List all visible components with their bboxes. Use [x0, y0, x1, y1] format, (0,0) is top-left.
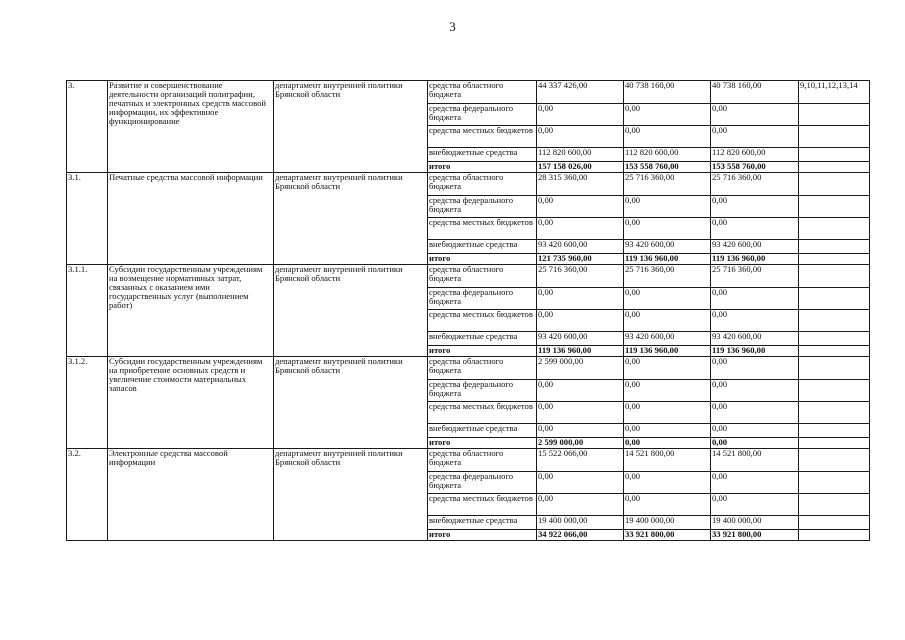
amount-cell: 0,00 — [711, 288, 799, 310]
amount-cell: 119 136 960,00 — [537, 346, 624, 357]
amount-cell: 44 337 426,00 — [537, 81, 624, 104]
amount-cell: 0,00 — [537, 424, 624, 438]
indicator-cell-empty — [799, 424, 870, 438]
amount-cell: 0,00 — [711, 104, 799, 126]
funding-source: средства областного бюджета — [428, 449, 537, 472]
funding-source: итого — [428, 254, 537, 265]
indicator-cell-empty — [799, 148, 870, 162]
funding-source: средства федерального бюджета — [428, 288, 537, 310]
section-dept: департамент внутренней политики Брянской области — [274, 265, 428, 357]
amount-cell: 0,00 — [711, 218, 799, 240]
section-dept: департамент внутренней политики Брянской области — [274, 81, 428, 173]
amount-cell: 0,00 — [711, 310, 799, 332]
funding-source: внебюджетные средства — [428, 516, 537, 530]
funding-source: средства местных бюджетов — [428, 126, 537, 148]
table-row — [67, 357, 870, 380]
funding-source: внебюджетные средства — [428, 424, 537, 438]
indicator-cell-empty — [799, 402, 870, 424]
section-title: Электронные средства массовой информации — [108, 449, 274, 541]
amount-cell: 119 136 960,00 — [711, 346, 799, 357]
section-title: Субсидии государственным учреждениям на возмещение нормативных затрат, связанных с оказанием ими государственных услуг (выполнением работ) — [108, 265, 274, 357]
indicator-cell-empty — [799, 104, 870, 126]
amount-cell: 0,00 — [711, 196, 799, 218]
indicator-cell-empty — [799, 380, 870, 402]
amount-cell: 0,00 — [711, 380, 799, 402]
amount-cell: 40 738 160,00 — [711, 81, 799, 104]
amount-cell: 2 599 000,00 — [537, 357, 624, 380]
indicator-cell-empty — [799, 332, 870, 346]
section-dept: департамент внутренней политики Брянской области — [274, 173, 428, 265]
funding-source: внебюджетные средства — [428, 332, 537, 346]
amount-cell: 0,00 — [711, 424, 799, 438]
amount-cell: 25 716 360,00 — [711, 173, 799, 196]
amount-cell: 14 521 800,00 — [711, 449, 799, 472]
amount-cell: 0,00 — [624, 438, 711, 449]
indicator-cell-empty — [799, 494, 870, 516]
section-title: Печатные средства массовой информации — [108, 173, 274, 265]
indicator-cell-empty — [799, 288, 870, 310]
amount-cell: 0,00 — [537, 288, 624, 310]
amount-cell: 0,00 — [711, 438, 799, 449]
amount-cell: 0,00 — [711, 494, 799, 516]
amount-cell: 119 136 960,00 — [711, 254, 799, 265]
funding-source: средства областного бюджета — [428, 81, 537, 104]
funding-source: итого — [428, 530, 537, 541]
funding-source: средства местных бюджетов — [428, 402, 537, 424]
amount-cell: 119 136 960,00 — [624, 254, 711, 265]
amount-cell: 19 400 000,00 — [624, 516, 711, 530]
amount-cell: 153 558 760,00 — [624, 162, 711, 173]
amount-cell: 0,00 — [711, 126, 799, 148]
amount-cell: 157 158 026,00 — [537, 162, 624, 173]
amount-cell: 0,00 — [624, 357, 711, 380]
amount-cell: 14 521 800,00 — [624, 449, 711, 472]
funding-source: средства областного бюджета — [428, 357, 537, 380]
amount-cell: 0,00 — [537, 494, 624, 516]
amount-cell: 25 716 360,00 — [624, 265, 711, 288]
funding-source: внебюджетные средства — [428, 240, 537, 254]
funding-source: средства местных бюджетов — [428, 494, 537, 516]
indicator-numbers: 9,10,11,12,13,14 — [799, 81, 870, 104]
indicator-numbers — [799, 173, 870, 196]
amount-cell: 0,00 — [624, 424, 711, 438]
amount-cell: 0,00 — [711, 402, 799, 424]
amount-cell: 34 922 066,00 — [537, 530, 624, 541]
section-num: 3.1. — [67, 173, 108, 265]
funding-source: итого — [428, 346, 537, 357]
amount-cell: 93 420 600,00 — [711, 332, 799, 346]
amount-cell: 0,00 — [537, 402, 624, 424]
indicator-cell-empty — [799, 438, 870, 449]
amount-cell: 93 420 600,00 — [537, 240, 624, 254]
amount-cell: 0,00 — [624, 310, 711, 332]
section-title: Развитие и совершенствование деятельности организаций полиграфии, печатных и электронных средств массовой информации, их эффективное функционирование — [108, 81, 274, 173]
amount-cell: 0,00 — [537, 196, 624, 218]
amount-cell: 0,00 — [537, 472, 624, 494]
funding-source: внебюджетные средства — [428, 148, 537, 162]
funding-source: средства областного бюджета — [428, 173, 537, 196]
funding-source: средства областного бюджета — [428, 265, 537, 288]
amount-cell: 19 400 000,00 — [537, 516, 624, 530]
table-row — [67, 81, 870, 104]
amount-cell: 0,00 — [711, 472, 799, 494]
funding-source: итого — [428, 162, 537, 173]
indicator-cell-empty — [799, 240, 870, 254]
amount-cell: 25 716 360,00 — [624, 173, 711, 196]
amount-cell: 0,00 — [711, 357, 799, 380]
section-num: 3.1.2. — [67, 357, 108, 449]
amount-cell: 15 522 066,00 — [537, 449, 624, 472]
amount-cell: 93 420 600,00 — [537, 332, 624, 346]
indicator-cell-empty — [799, 254, 870, 265]
indicator-numbers — [799, 449, 870, 472]
amount-cell: 25 716 360,00 — [537, 265, 624, 288]
section-dept: департамент внутренней политики Брянской области — [274, 357, 428, 449]
section-title: Субсидии государственным учреждениям на приобретение основных средств и увеличение стоимости материальных запасов — [108, 357, 274, 449]
table-row — [67, 173, 870, 196]
indicator-cell-empty — [799, 310, 870, 332]
amount-cell: 0,00 — [537, 104, 624, 126]
amount-cell: 25 716 360,00 — [711, 265, 799, 288]
amount-cell: 153 558 760,00 — [711, 162, 799, 173]
amount-cell: 33 921 800,00 — [624, 530, 711, 541]
funding-source: средства федерального бюджета — [428, 196, 537, 218]
amount-cell: 0,00 — [624, 494, 711, 516]
table-row — [67, 449, 870, 472]
amount-cell: 0,00 — [537, 218, 624, 240]
page-number: 3 — [449, 19, 456, 34]
funding-source: средства федерального бюджета — [428, 104, 537, 126]
indicator-cell-empty — [799, 162, 870, 173]
amount-cell: 0,00 — [624, 196, 711, 218]
section-dept: департамент внутренней политики Брянской области — [274, 449, 428, 541]
indicator-cell-empty — [799, 516, 870, 530]
indicator-cell-empty — [799, 530, 870, 541]
amount-cell: 33 921 800,00 — [711, 530, 799, 541]
indicator-numbers — [799, 357, 870, 380]
amount-cell: 0,00 — [624, 126, 711, 148]
amount-cell: 2 599 000,00 — [537, 438, 624, 449]
funding-source: средства федерального бюджета — [428, 472, 537, 494]
funding-source: итого — [428, 438, 537, 449]
amount-cell: 0,00 — [537, 310, 624, 332]
funding-source: средства федерального бюджета — [428, 380, 537, 402]
indicator-cell-empty — [799, 126, 870, 148]
amount-cell: 93 420 600,00 — [624, 332, 711, 346]
indicator-cell-empty — [799, 218, 870, 240]
amount-cell: 0,00 — [624, 472, 711, 494]
amount-cell: 28 315 360,00 — [537, 173, 624, 196]
section-num: 3.2. — [67, 449, 108, 541]
amount-cell: 112 820 600,00 — [711, 148, 799, 162]
section-num: 3.1.1. — [67, 265, 108, 357]
amount-cell: 0,00 — [624, 402, 711, 424]
budget-table — [66, 80, 870, 541]
funding-source: средства местных бюджетов — [428, 218, 537, 240]
section-num: 3. — [67, 81, 108, 173]
amount-cell: 0,00 — [624, 218, 711, 240]
amount-cell: 0,00 — [537, 380, 624, 402]
amount-cell: 93 420 600,00 — [624, 240, 711, 254]
amount-cell: 121 735 960,00 — [537, 254, 624, 265]
amount-cell: 112 820 600,00 — [537, 148, 624, 162]
indicator-cell-empty — [799, 196, 870, 218]
indicator-cell-empty — [799, 346, 870, 357]
amount-cell: 0,00 — [624, 104, 711, 126]
amount-cell: 19 400 000,00 — [711, 516, 799, 530]
indicator-cell-empty — [799, 472, 870, 494]
amount-cell: 0,00 — [624, 288, 711, 310]
amount-cell: 40 738 160,00 — [624, 81, 711, 104]
indicator-numbers — [799, 265, 870, 288]
amount-cell: 93 420 600,00 — [711, 240, 799, 254]
amount-cell: 112 820 600,00 — [624, 148, 711, 162]
amount-cell: 0,00 — [624, 380, 711, 402]
funding-source: средства местных бюджетов — [428, 310, 537, 332]
amount-cell: 119 136 960,00 — [624, 346, 711, 357]
table-row — [67, 265, 870, 288]
amount-cell: 0,00 — [537, 126, 624, 148]
